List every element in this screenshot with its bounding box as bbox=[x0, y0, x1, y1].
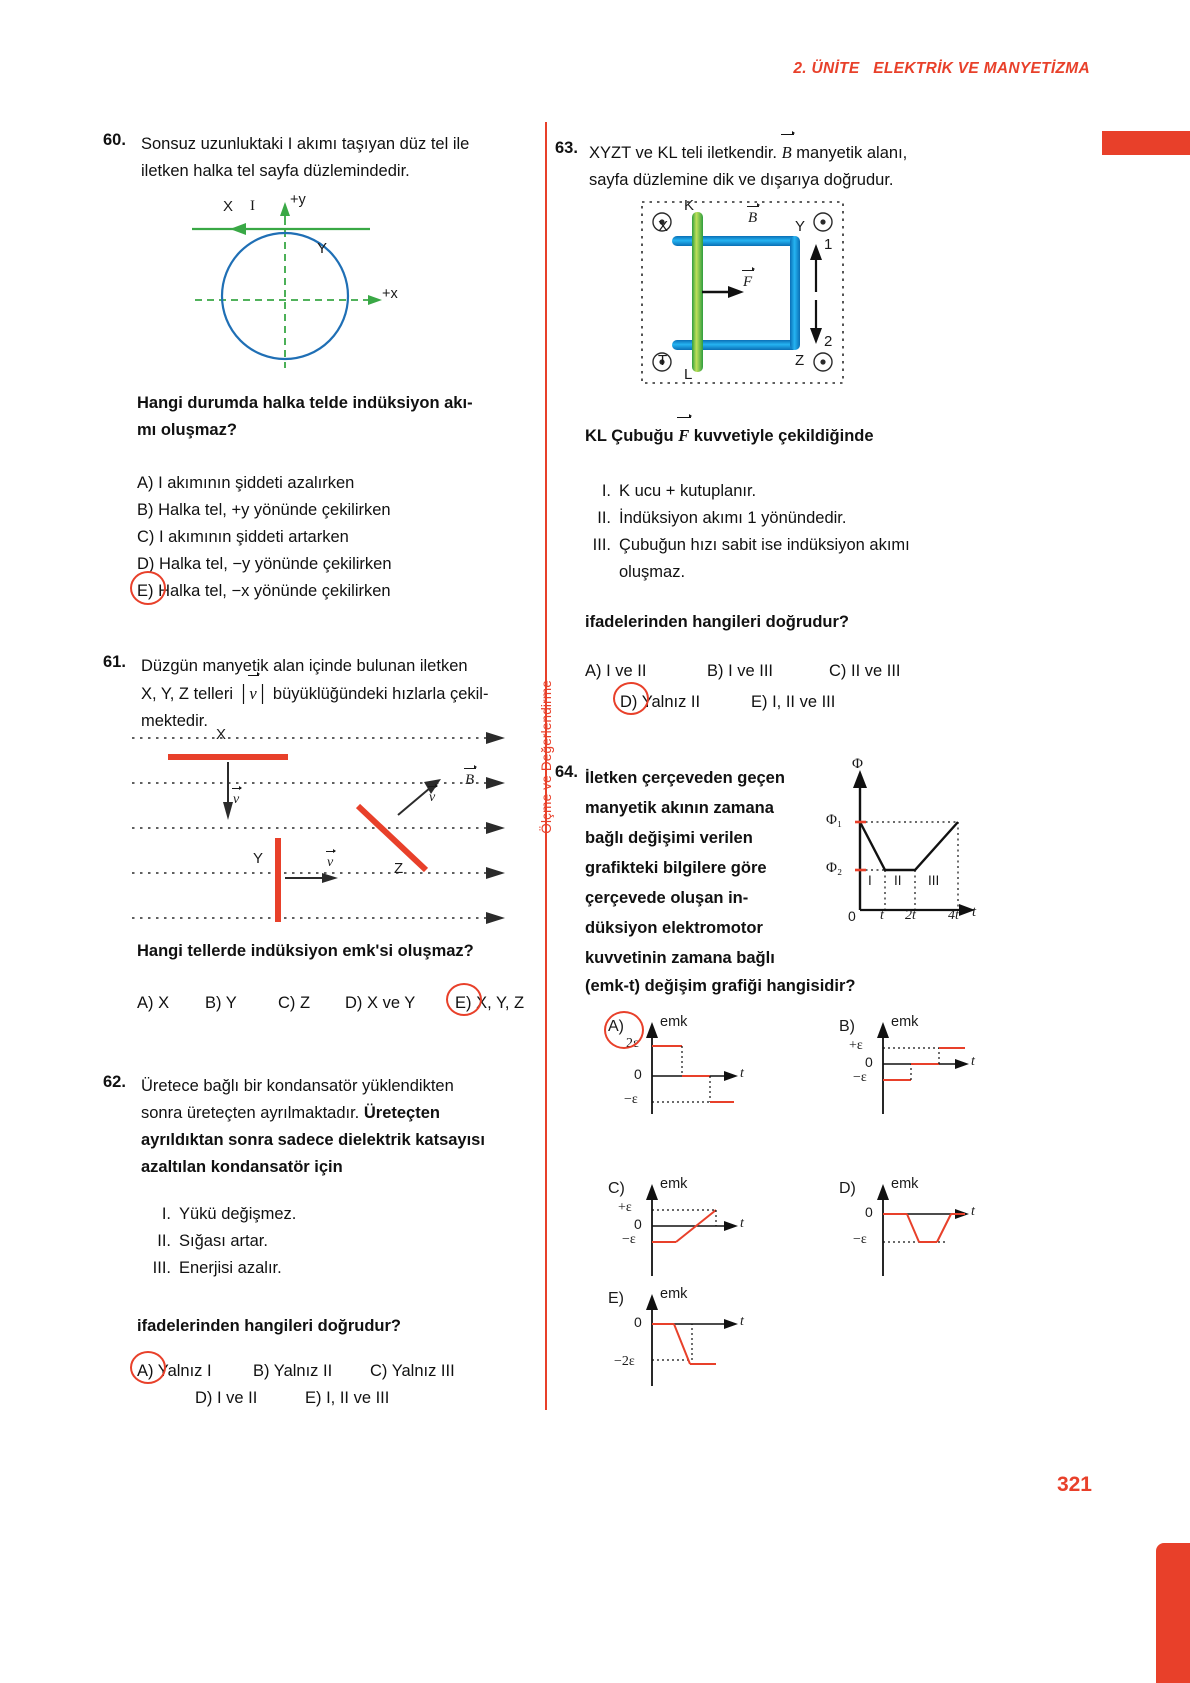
page-number: 321 bbox=[1056, 1473, 1092, 1496]
q62-roman-item-2 bbox=[145, 1228, 296, 1255]
q62-option-b[interactable]: B) Yalnız II bbox=[253, 1362, 333, 1380]
q63-number: 63. bbox=[555, 139, 578, 157]
q64-option-c-ylabel: emk bbox=[660, 1176, 688, 1192]
q63-label-B: B bbox=[748, 210, 757, 227]
q64-option-b-xlabel: t bbox=[971, 1054, 975, 1069]
q60-option-b[interactable]: B) Halka tel, +y yönünde çekilirken bbox=[137, 501, 391, 519]
q62-roman-1-text: Yükü değişmez. bbox=[179, 1205, 297, 1223]
q62-roman-1-num: I. bbox=[161, 1205, 171, 1223]
q61-label-v-y: v bbox=[327, 855, 333, 871]
q64-option-b-ytick-0: 0 bbox=[865, 1054, 873, 1070]
q60-label-I: I bbox=[250, 198, 255, 214]
q62-roman-3-num: III. bbox=[152, 1259, 171, 1277]
q63-roman-3b-text: oluşmaz. bbox=[619, 563, 686, 581]
side-section-label: Ölçme ve Değerlendirme bbox=[539, 680, 554, 834]
q62-roman-item-3 bbox=[145, 1255, 296, 1282]
q64-flux-chart bbox=[826, 756, 990, 927]
q64-flux-ylabel: Φ bbox=[852, 756, 863, 772]
q64-stem-line-6: düksiyon elektromotor bbox=[585, 919, 763, 937]
q63-option-b[interactable]: B) I ve III bbox=[707, 662, 774, 680]
q62-option-c[interactable]: C) Yalnız III bbox=[370, 1362, 455, 1380]
q64-flux-xtick-t: t bbox=[880, 908, 884, 923]
q63-stem-line1-a: XYZT ve KL teli iletkendir. bbox=[589, 144, 782, 162]
q63-prompt2: ifadelerinden hangileri doğrudur? bbox=[585, 613, 850, 631]
q64-option-e-ytick-0: 0 bbox=[634, 1314, 642, 1330]
q64-option-e-ytick-neg-2e: −2ε bbox=[614, 1354, 635, 1369]
q64-option-a-ytick-2e: 2ε bbox=[626, 1036, 639, 1051]
q63-roman-3-num: III. bbox=[592, 536, 611, 554]
q63-label-2: 2 bbox=[824, 333, 833, 350]
q61-stem-line3: mektedir. bbox=[141, 712, 208, 730]
q61-option-b[interactable]: B) Y bbox=[205, 994, 237, 1012]
q62-prompt: ifadelerinden hangileri doğrudur? bbox=[137, 1317, 402, 1335]
q62-stem-line2-a: sonra üreteçten ayrılmaktadır. bbox=[141, 1104, 364, 1122]
q63-roman-1-num: I. bbox=[601, 482, 611, 500]
q64-option-a-label: A) bbox=[608, 1018, 624, 1035]
q64-option-b-ylabel: emk bbox=[891, 1014, 919, 1030]
q63-stem-line1-c: manyetik alanı, bbox=[791, 144, 908, 162]
q61-label-X: X bbox=[216, 726, 227, 743]
q63-figure bbox=[640, 197, 845, 385]
q63-stem-line1 bbox=[589, 139, 1009, 167]
q64-stem-line-4: grafikteki bilgilere göre bbox=[585, 859, 767, 877]
q62-roman-item-1 bbox=[145, 1201, 296, 1228]
q64-option-e-xlabel: t bbox=[740, 1314, 744, 1329]
q63-stem-line2: sayfa düzlemine dik ve dışarıya doğrudur. bbox=[589, 171, 894, 189]
q63-roman-item-3 bbox=[585, 532, 910, 559]
q61-stem-line2: X, Y, Z telleri │v │ büyüklüğündeki hızlarla çekil- bbox=[141, 680, 541, 708]
q63-label-X: X bbox=[658, 218, 669, 235]
q62-stem-line4: azaltılan kondansatör için bbox=[141, 1158, 343, 1176]
q61-option-a[interactable]: A) X bbox=[137, 994, 170, 1012]
q61-figure bbox=[130, 726, 530, 925]
unit-header: 2. ÜNİTE ELEKTRİK VE MANYETİZMA bbox=[793, 60, 1090, 77]
q61-option-d[interactable]: D) X ve Y bbox=[345, 994, 416, 1012]
q64-option-d-xlabel: t bbox=[971, 1204, 975, 1219]
q62-roman-2-text: Sığası artar. bbox=[179, 1232, 268, 1250]
q63-roman-2-num: II. bbox=[597, 509, 611, 527]
q64-flux-ytick-phi2: Φ₂ bbox=[826, 860, 843, 876]
q64-option-e-label: E) bbox=[608, 1290, 624, 1307]
q62-roman-list bbox=[145, 1201, 296, 1282]
q60-option-d[interactable]: D) Halka tel, −y yönünde çekilirken bbox=[137, 555, 392, 573]
q64-option-a-ylabel: emk bbox=[660, 1014, 688, 1030]
header-red-tab bbox=[1102, 131, 1190, 155]
q60-option-e[interactable]: E) Halka tel, −x yönünde çekilirken bbox=[137, 582, 391, 600]
q64-option-c-ytick-0: 0 bbox=[634, 1216, 642, 1232]
q61-option-e[interactable]: E) X, Y, Z bbox=[455, 994, 525, 1012]
q63-roman-item-2 bbox=[585, 505, 910, 532]
q61-option-c[interactable]: C) Z bbox=[278, 994, 311, 1012]
q61-prompt: Hangi tellerde indüksiyon emk'si oluşmaz? bbox=[137, 942, 474, 960]
q63-option-e[interactable]: E) I, II ve III bbox=[751, 693, 836, 711]
q61-stem-line2-b: büyüklüğündeki hızlarla çekil- bbox=[268, 685, 489, 703]
footer-corner-mark bbox=[1156, 1543, 1190, 1683]
q63-roman-3b-num bbox=[585, 559, 619, 586]
q63-label-L: L bbox=[684, 366, 693, 383]
q64-stem-line-2: manyetik akının zamana bbox=[585, 799, 774, 817]
q61-velocity-symbol: v bbox=[249, 680, 256, 707]
q60-option-c[interactable]: C) I akımının şiddeti artarken bbox=[137, 528, 349, 546]
q63-label-Z: Z bbox=[795, 352, 805, 369]
q60-label-Y: Y bbox=[317, 240, 328, 257]
q60-prompt-line2: mı oluşmaz? bbox=[137, 421, 237, 439]
q64-flux-region-2: II bbox=[894, 873, 902, 888]
q64-stem-line-7: kuvvetinin zamana bağlı bbox=[585, 949, 775, 967]
q61-label-v-x: v bbox=[233, 792, 239, 808]
q63-prompt bbox=[585, 422, 874, 450]
q64-stem-line-3: bağlı değişimi verilen bbox=[585, 829, 753, 847]
q62-number: 62. bbox=[103, 1073, 126, 1091]
q62-option-d[interactable]: D) I ve II bbox=[195, 1389, 258, 1407]
q63-label-Y: Y bbox=[795, 218, 806, 235]
q61-label-Y: Y bbox=[253, 850, 264, 867]
q62-option-e[interactable]: E) I, II ve III bbox=[305, 1389, 390, 1407]
q61-label-B: B bbox=[465, 772, 474, 789]
q64-stem-line-8: (emk-t) değişim grafiği hangisidir? bbox=[585, 977, 856, 995]
q64-flux-xtick-2t: 2t bbox=[905, 908, 916, 923]
q60-option-a[interactable]: A) I akımının şiddeti azalırken bbox=[137, 474, 355, 492]
q63-label-T: T bbox=[658, 352, 668, 369]
q63-label-K: K bbox=[684, 197, 695, 214]
q61-label-Z: Z bbox=[394, 860, 404, 877]
q64-option-a-ytick-0: 0 bbox=[634, 1066, 642, 1082]
q63-label-1: 1 bbox=[824, 236, 833, 253]
q63-prompt-a: KL Çubuğu bbox=[585, 427, 679, 445]
q63-roman-list bbox=[585, 478, 910, 586]
q62-stem-line2 bbox=[141, 1100, 546, 1127]
q64-option-c-ytick-neg-e: −ε bbox=[622, 1232, 636, 1247]
q62-stem-line3: ayrıldıktan sonra sadece dielektrik katsayısı bbox=[141, 1131, 485, 1149]
q64-option-b-label: B) bbox=[839, 1018, 855, 1035]
q60-number: 60. bbox=[103, 131, 126, 149]
q62-roman-2-num: II. bbox=[157, 1232, 171, 1250]
q64-option-e-ylabel: emk bbox=[660, 1286, 688, 1302]
q63-option-a[interactable]: A) I ve II bbox=[585, 662, 647, 680]
q64-stem-line-5: çerçevede oluşan in- bbox=[585, 889, 749, 907]
q62-stem-line2-b: Üreteçten bbox=[363, 1104, 440, 1122]
q64-flux-xtick-4t: 4t bbox=[948, 908, 959, 923]
q64-number: 64. bbox=[555, 763, 578, 781]
q64-flux-ytick-phi1: Φ₁ bbox=[826, 812, 843, 828]
q63-stem bbox=[589, 139, 1009, 194]
q64-option-d-ylabel: emk bbox=[891, 1176, 919, 1192]
q60-figure bbox=[170, 192, 410, 371]
q62-option-a[interactable]: A) Yalnız I bbox=[137, 1362, 212, 1380]
q64-flux-xtick-0: 0 bbox=[848, 908, 856, 924]
q64-option-b-ytick-pos-e: +ε bbox=[849, 1038, 863, 1053]
q63-roman-2-text: İndüksiyon akımı 1 yönündedir. bbox=[619, 509, 847, 527]
q63-roman-1-text: K ucu + kutuplanır. bbox=[619, 482, 757, 500]
q61-stem bbox=[141, 653, 541, 735]
q61-stem-line2-a: X, Y, Z telleri bbox=[141, 685, 238, 703]
q60-prompt bbox=[137, 390, 537, 444]
q64-flux-region-1: I bbox=[868, 873, 872, 888]
q63-roman-item-1 bbox=[585, 478, 910, 505]
q60-label-plus-y: +y bbox=[290, 192, 306, 208]
q64-flux-region-3: III bbox=[928, 873, 940, 888]
q64-option-c-label: C) bbox=[608, 1180, 625, 1197]
q64-option-a-ytick-neg-e: −ε bbox=[624, 1092, 638, 1107]
q63-prompt-c: kuvvetiyle çekildiğinde bbox=[689, 427, 874, 445]
q62-roman-3-text: Enerjisi azalır. bbox=[179, 1259, 282, 1277]
q64-option-a-xlabel: t bbox=[740, 1066, 744, 1081]
q64-option-d-label: D) bbox=[839, 1180, 856, 1197]
q63-option-d[interactable]: D) Yalnız II bbox=[620, 693, 701, 711]
q62-stem-line1: Üretece bağlı bir kondansatör yüklendikten bbox=[141, 1077, 454, 1095]
q61-number: 61. bbox=[103, 653, 126, 671]
q64-flux-xlabel: t bbox=[972, 904, 977, 920]
q64-option-d-ytick-0: 0 bbox=[865, 1204, 873, 1220]
q60-stem-line2: iletken halka tel sayfa düzlemindedir. bbox=[141, 162, 410, 180]
q62-stem bbox=[141, 1073, 546, 1181]
q61-stem-line1: Düzgün manyetik alan içinde bulunan iletken bbox=[141, 657, 468, 675]
q64-stem bbox=[585, 763, 835, 973]
q63-F-symbol: F bbox=[678, 422, 689, 449]
q61-label-v-z: v bbox=[429, 790, 435, 806]
q63-roman-item-3b bbox=[585, 559, 910, 586]
q60-label-plus-x: +x bbox=[382, 286, 398, 302]
q63-label-F: F bbox=[743, 274, 752, 291]
q60-stem bbox=[141, 131, 531, 185]
q63-roman-3-text: Çubuğun hızı sabit ise indüksiyon akımı bbox=[619, 536, 910, 554]
q60-stem-line1: Sonsuz uzunluktaki I akımı taşıyan düz tel ile bbox=[141, 135, 470, 153]
q63-B-symbol: B bbox=[782, 139, 792, 166]
q64-option-b-ytick-neg-e: −ε bbox=[853, 1070, 867, 1085]
q64-option-c-ytick-pos-e: +ε bbox=[618, 1200, 632, 1215]
q64-option-d-ytick-neg-e: −ε bbox=[853, 1232, 867, 1247]
q60-prompt-line1: Hangi durumda halka telde indüksiyon akı- bbox=[137, 394, 473, 412]
q64-stem-line-1: İletken çerçeveden geçen bbox=[585, 769, 785, 787]
q64-option-c-xlabel: t bbox=[740, 1216, 744, 1231]
q60-label-X: X bbox=[223, 198, 234, 215]
q63-option-c[interactable]: C) II ve III bbox=[829, 662, 901, 680]
